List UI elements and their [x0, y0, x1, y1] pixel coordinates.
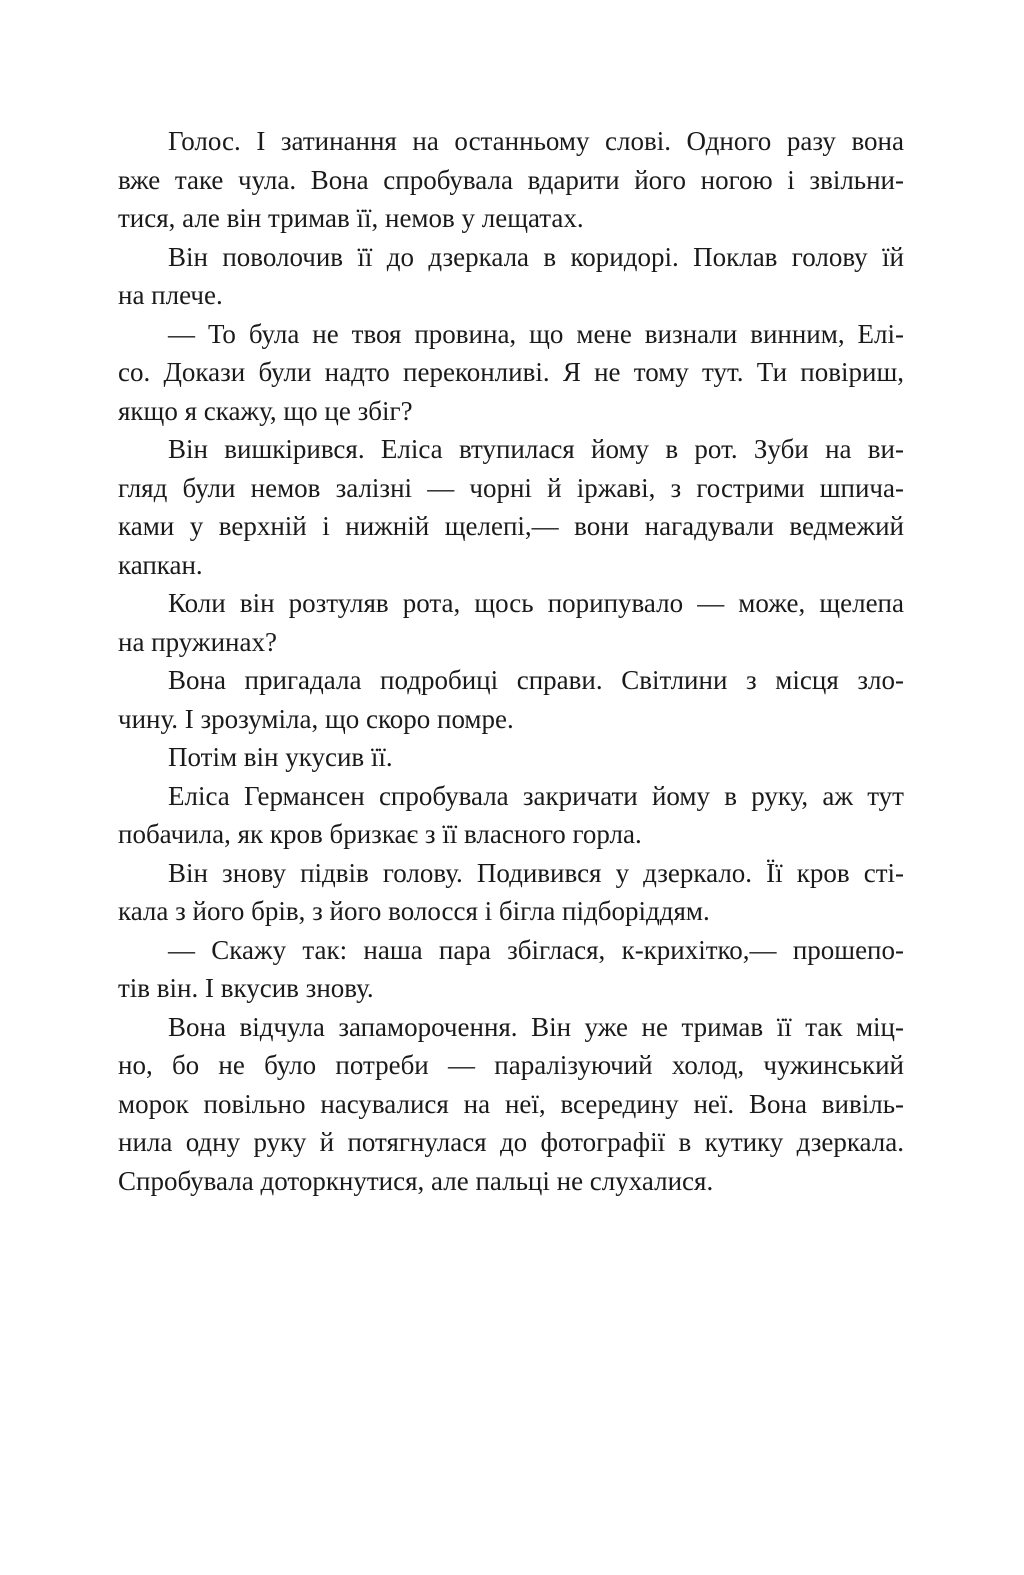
text-line: со. Докази були надто переконливі. Я не тому тут. Ти повіриш, — [118, 357, 904, 387]
paragraph — [118, 661, 904, 738]
text-line: тів він. І вкусив знову. — [118, 973, 374, 1003]
paragraph — [118, 777, 904, 854]
text-line: Голос. І затинання на останньому слові. Одного разу вона — [168, 126, 904, 156]
text-line: якщо я скажу, що це збіг? — [118, 395, 413, 426]
paragraph — [118, 238, 904, 315]
paragraph — [118, 122, 904, 238]
text-line: кала з його брів, з його волосся і бігла підборіддям. — [118, 896, 710, 926]
paragraph — [118, 854, 904, 931]
text-line: Коли він розтуляв рота, щось порипувало — може, щелепа — [168, 588, 904, 618]
text-line: побачила, як кров бризкає з її власного горла. — [118, 819, 642, 849]
text-line: Потім він укусив її. — [168, 742, 393, 772]
text-line: на плече. — [118, 280, 223, 310]
text-line: Він знову підвів голову. Подивився у дзеркало. Її кров сті- — [168, 857, 904, 888]
text-line: Вона пригадала подробиці справи. Світлини з місця зло- — [168, 665, 904, 695]
text-line: вже таке чула. Вона спробувала вдарити його ногою і звільни- — [118, 164, 904, 195]
text-line: Спробувала доторкнутися, але пальці не слухалися. — [118, 1165, 714, 1196]
text-line: но, бо не було потреби — паралізуючий холод, чужинський — [118, 1050, 904, 1080]
text-line: капкан. — [118, 549, 203, 580]
paragraph — [118, 931, 904, 1008]
paragraph — [118, 584, 904, 661]
text-line: тися, але він тримав її, немов у лещатах. — [118, 203, 584, 233]
text-line: Він вишкірився. Еліса втупилася йому в рот. Зуби на ви- — [168, 434, 904, 464]
paragraph — [118, 738, 904, 777]
text-line: на пружинах? — [118, 626, 277, 657]
text-line: — Скажу так: наша пара збіглася, к-крихітко,— прошепо- — [168, 934, 904, 965]
text-line: Вона відчула запаморочення. Він уже не тримав її так міц- — [168, 1011, 904, 1042]
text-line: — То була не твоя провина, що мене визнали винним, Елі- — [168, 318, 904, 349]
text-line: Він поволочив її до дзеркала в коридорі. Поклав голову їй — [168, 241, 904, 272]
paragraph — [118, 1008, 904, 1201]
text-line: морок повільно насувалися на неї, всередину неї. Вона вивіль- — [118, 1088, 904, 1119]
body-text — [118, 122, 904, 1200]
paragraph — [118, 315, 904, 431]
text-line: гляд були немов залізні — чорні й іржаві, з гострими шпича- — [118, 472, 904, 503]
text-line: ками у верхній і нижній щелепі,— вони нагадували ведмежий — [118, 511, 904, 541]
paragraph — [118, 430, 904, 584]
text-line: чину. І зрозуміла, що скоро помре. — [118, 703, 514, 734]
text-line: Еліса Германсен спробувала закричати йому в руку, аж тут — [168, 780, 904, 811]
text-line: нила одну руку й потягнулася до фотографії в кутику дзеркала. — [118, 1127, 904, 1157]
